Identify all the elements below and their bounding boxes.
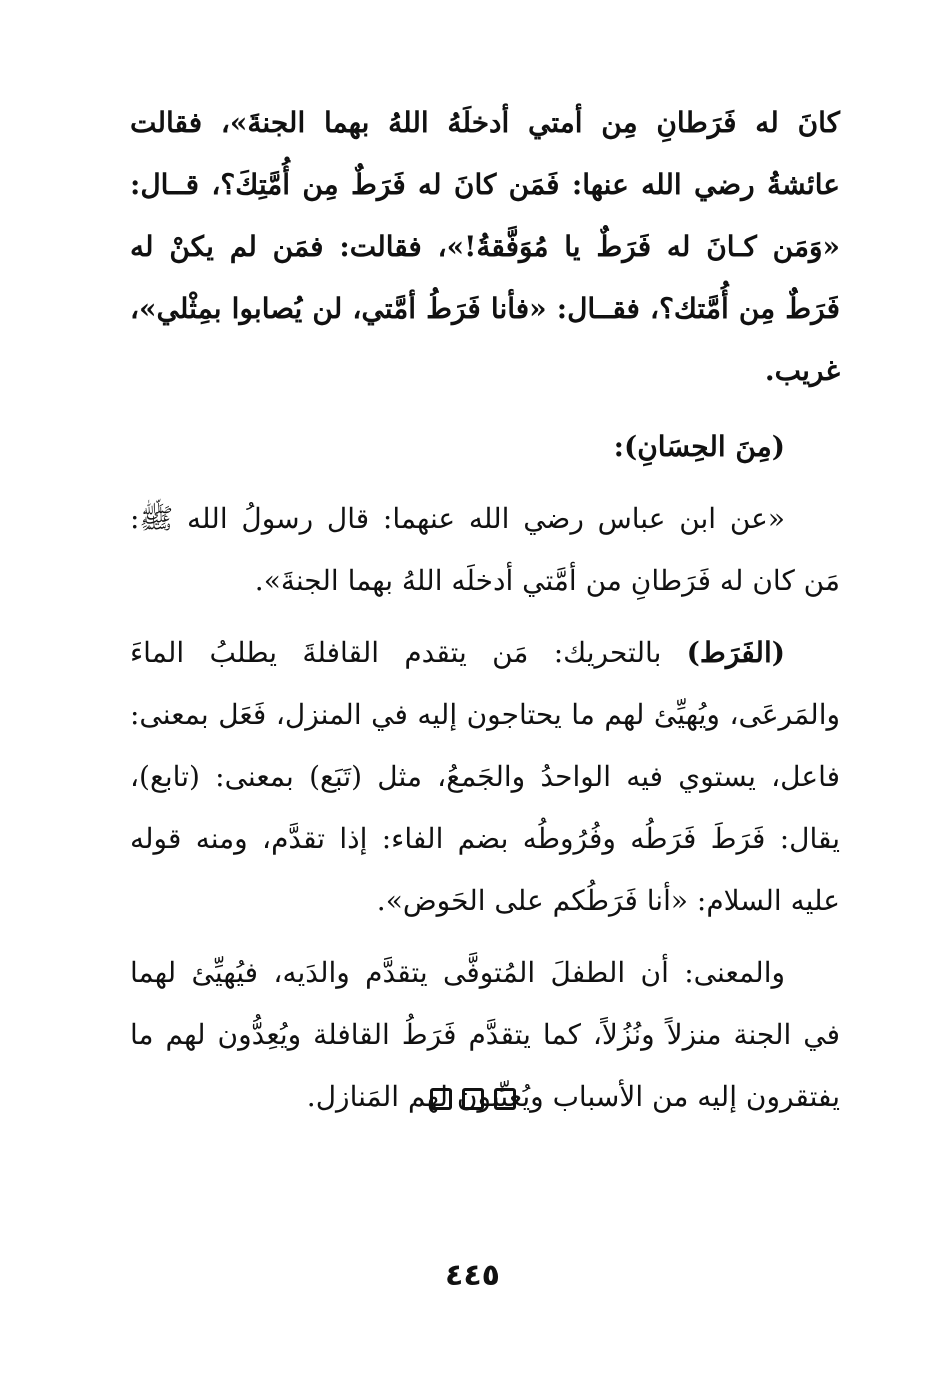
ornament-square-icon bbox=[494, 1088, 516, 1110]
section-heading: (مِنَ الحِسَانِ): bbox=[613, 430, 785, 463]
definition-paragraph bbox=[130, 622, 840, 932]
ornament-square-icon bbox=[430, 1088, 452, 1110]
section-ornament bbox=[0, 1088, 945, 1110]
defined-term: (الفَرَط) bbox=[686, 636, 785, 669]
page-number: ٤٤٥ bbox=[445, 1258, 500, 1293]
definition-text: بالتحريك: مَن يتقدم القافلةَ يطلبُ الماءَ والمَرعَى، ويُهيِّئ لهم ما يحتاجون إليه في المنزل، فَعَل بمعنى: فاعل، يستوي فيه الواحدُ والجَمعُ، مثل (تَبَع) بمعنى: (تابع)، يقال: فَرَطَ فَرَطُه وفُرُوطُه بضم الفاء: إذا تقدَّم، ومنه قوله عليه السلام: «أنا فَرَطُكم على الحَوض». bbox=[130, 636, 840, 917]
page-body bbox=[130, 92, 840, 1128]
ornament-square-icon bbox=[462, 1088, 484, 1110]
hadith-paragraph: كانَ له فَرَطانِ مِن أمتي أدخلَهُ اللهُ بهما الجنةَ»، فقالت عائشةُ رضي الله عنها: فَمَن كانَ له فَرَطٌ مِن أُمَّتِكَ؟، قــال: «وَمَن كـانَ له فَرَطٌ يا مُوَفَّقةُ!»، فقالت: فمَن لم يكنْ له فَرَطٌ مِن أُمَّتك؟، فقــال: «فأنا فَرَطُ أمَّتي، لن يُصابوا بمِثْلي»، غريب. bbox=[130, 106, 840, 387]
meaning-paragraph: والمعنى: أن الطفلَ المُتوفَّى يتقدَّم والدَيه، فيُهيِّئ لهما في الجنة منزلاً ونُزُلاً، كما يتقدَّم فَرَطُ القافلة ويُعِدُّون لهم ما يفتقرون إليه من الأسباب ويُعيِّنون لهم المَنازل. bbox=[130, 956, 840, 1113]
hadith-ibn-abbas: «عن ابن عباس رضي الله عنهما: قال رسولُ الله ﷺ: مَن كان له فَرَطانِ من أمَّتي أدخلَه اللهُ بهما الجنةَ». bbox=[130, 502, 840, 597]
